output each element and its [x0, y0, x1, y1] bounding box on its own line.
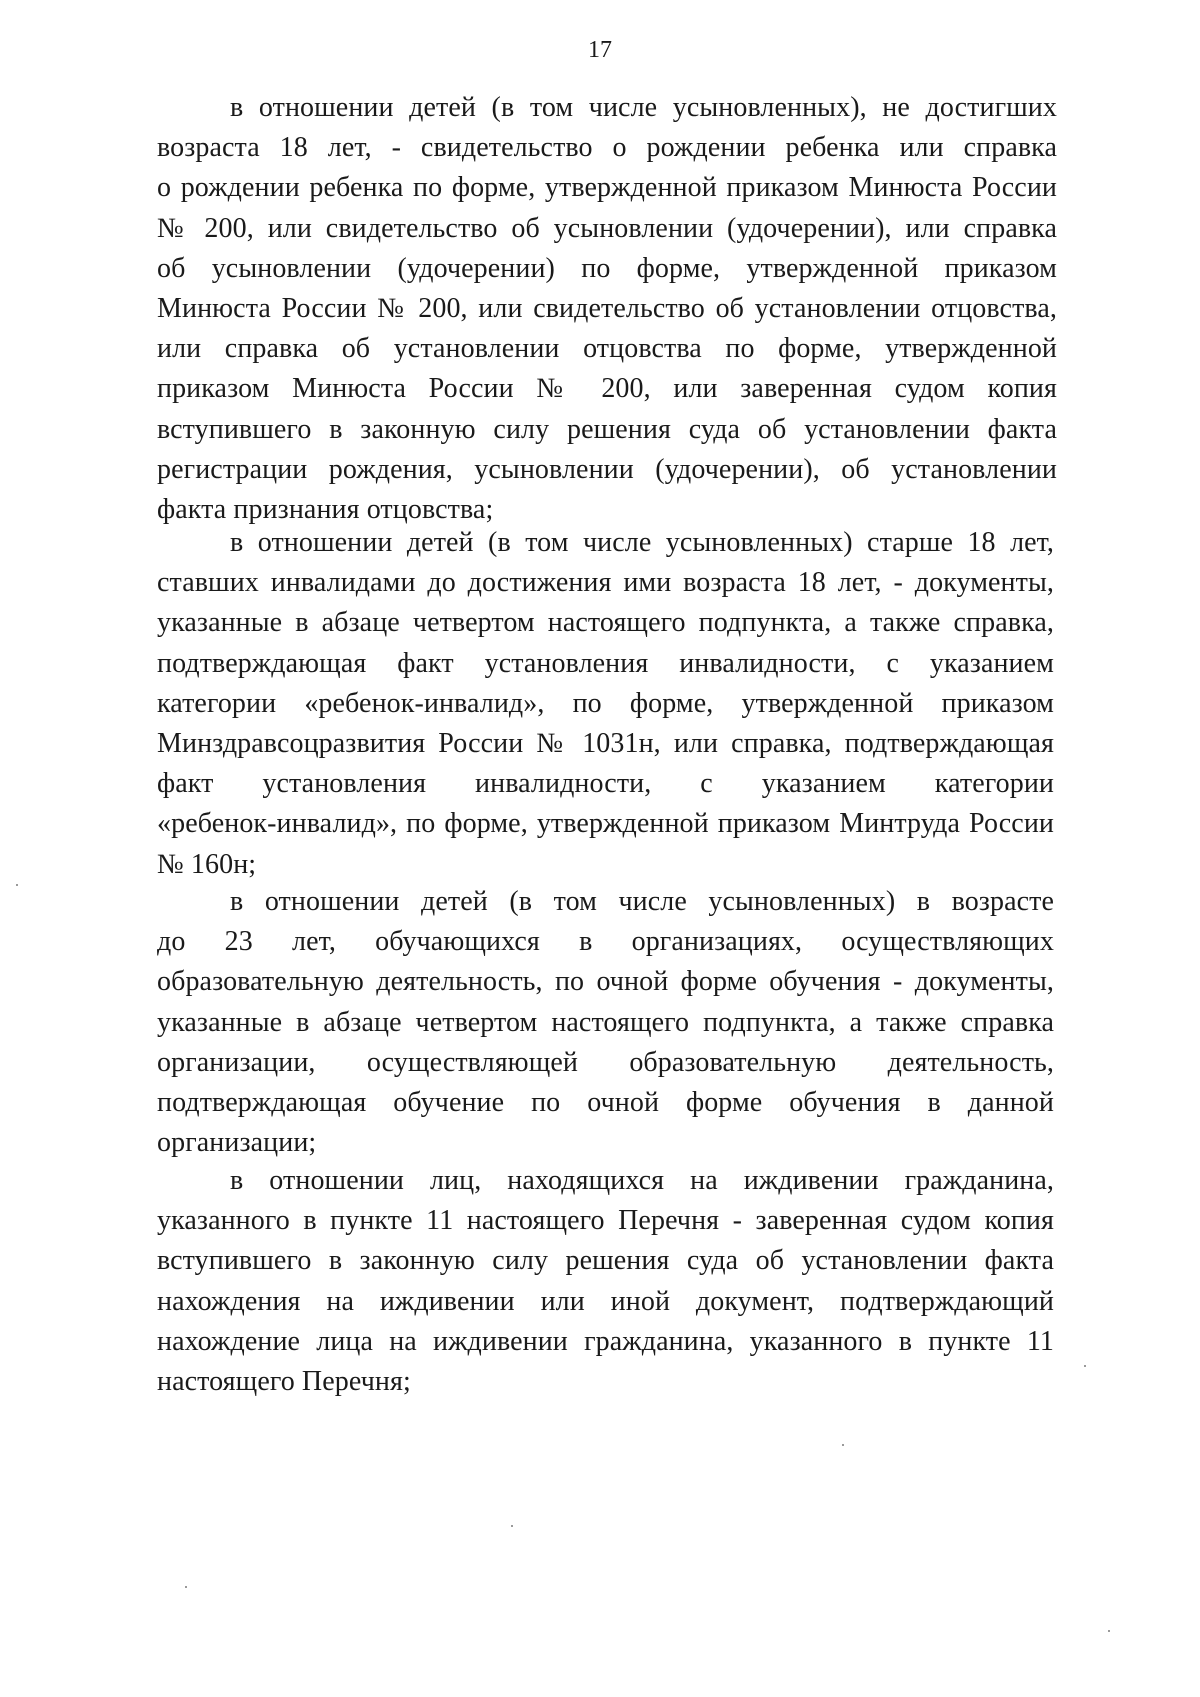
scan-speck — [1084, 1365, 1086, 1367]
text-line: в отношении детей (в том числе усыновленных), не достигших — [230, 92, 1057, 123]
text-line: Минздравсоцразвития России № 1031н, или справка, подтверждающая — [157, 728, 1054, 760]
text-line: или справка об установлении отцовства по форме, утвержденной — [157, 333, 1057, 365]
text-line: № 200, или свидетельство об усыновлении (удочерении), или справка — [157, 212, 1057, 244]
scan-speck — [185, 1586, 187, 1588]
text-line: организации, осуществляющей образовательную деятельность, — [157, 1046, 1054, 1078]
text-line: вступившего в законную силу решения суда об установлении факта — [157, 1245, 1054, 1277]
text-line: в отношении лиц, находящихся на иждивении гражданина, — [230, 1165, 1054, 1196]
text-line: факта признания отцовства; — [157, 494, 494, 526]
text-line: подтверждающая обучение по очной форме обучения в данной — [157, 1087, 1054, 1119]
text-line: указанного в пункте 11 настоящего Перечня - заверенная судом копия — [157, 1205, 1054, 1237]
scan-speck — [1108, 1630, 1110, 1632]
text-line: нахождения на иждивении или иной документ, подтверждающий — [157, 1285, 1054, 1317]
text-line: образовательную деятельность, по очной форме обучения - документы, — [157, 966, 1054, 998]
paragraph-dependents — [157, 1161, 1054, 1402]
text-line: об усыновлении (удочерении) по форме, утвержденной приказом — [157, 252, 1057, 284]
text-line: указанные в абзаце четвертом настоящего подпункта, а также справка, — [157, 607, 1054, 639]
text-line: № 160н; — [157, 848, 257, 880]
paragraph-children-under-18 — [157, 88, 1057, 530]
text-line: указанные в абзаце четвертом настоящего подпункта, а также справка — [157, 1006, 1054, 1038]
text-line: «ребенок-инвалид», по форме, утвержденной приказом Минтруда России — [157, 808, 1054, 840]
paragraph-children-students — [157, 882, 1054, 1163]
scan-speck — [16, 884, 18, 886]
text-line: настоящего Перечня; — [157, 1366, 411, 1398]
text-line: регистрации рождения, усыновлении (удочерении), об установлении — [157, 453, 1057, 485]
text-line: организации; — [157, 1127, 317, 1159]
page-number: 17 — [588, 37, 612, 63]
text-line: подтверждающая факт установления инвалидности, с указанием — [157, 647, 1054, 679]
paragraph-children-over-18-disabled — [157, 523, 1054, 885]
text-line: приказом Минюста России № 200, или заверенная судом копия — [157, 373, 1057, 405]
scan-speck — [842, 1444, 844, 1446]
scan-speck — [511, 1525, 513, 1527]
text-line: нахождение лица на иждивении гражданина, указанного в пункте 11 — [157, 1325, 1054, 1357]
text-line: ставших инвалидами до достижения ими возраста 18 лет, - документы, — [157, 567, 1054, 599]
text-line: вступившего в законную силу решения суда об установлении факта — [157, 413, 1057, 445]
text-line: в отношении детей (в том числе усыновленных) в возрасте — [230, 886, 1054, 917]
text-line: категории «ребенок-инвалид», по форме, утвержденной приказом — [157, 687, 1054, 719]
text-line: Минюста России № 200, или свидетельство об установлении отцовства, — [157, 293, 1057, 325]
text-line: до 23 лет, обучающихся в организациях, осуществляющих — [157, 926, 1054, 958]
text-line: в отношении детей (в том числе усыновленных) старше 18 лет, — [230, 527, 1054, 558]
text-line: о рождении ребенка по форме, утвержденной приказом Минюста России — [157, 172, 1057, 204]
text-line: факт установления инвалидности, с указанием категории — [157, 768, 1054, 800]
text-line: возраста 18 лет, - свидетельство о рождении ребенка или справка — [157, 132, 1057, 164]
